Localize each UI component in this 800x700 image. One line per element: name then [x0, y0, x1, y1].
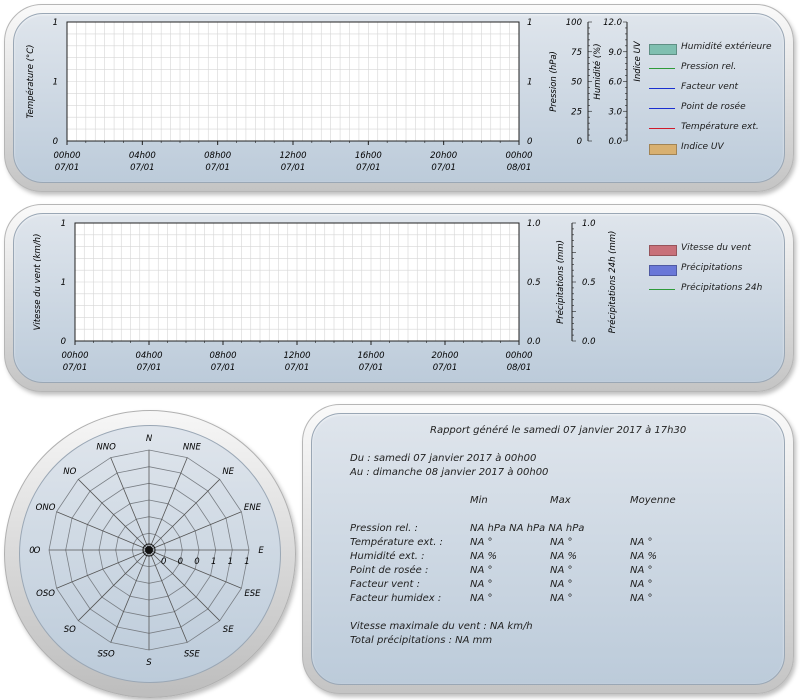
x-tick-label: 04h00: [135, 351, 163, 361]
rose-center-dot: [145, 546, 153, 554]
row-avg: NA °: [630, 565, 653, 576]
rose-direction-label: ONO: [35, 503, 56, 514]
humidity-tick-label: 0: [576, 137, 582, 147]
rose-direction-label: S: [146, 658, 152, 668]
rain-total: Total précipitations : NA mm: [350, 635, 493, 646]
y-left-tick-label: 1: [52, 77, 58, 88]
row-min: NA °: [470, 537, 493, 548]
x-tick-label: 00h00: [61, 351, 89, 361]
x-tick-label: 00h00: [505, 351, 533, 361]
row-label: Facteur vent :: [350, 579, 420, 590]
y-left-axis-label: Température (°C): [26, 44, 36, 119]
legend-label: Humidité extérieure: [681, 42, 772, 52]
legend-label: Pression rel.: [681, 62, 737, 72]
legend-label: Précipitations 24h: [681, 283, 763, 293]
x-tick-label: 04h00: [128, 151, 156, 161]
uv-tick-label: 3.0: [608, 107, 622, 118]
x-tick-label: 08h00: [204, 151, 232, 161]
rose-direction-label: SSO: [97, 649, 115, 660]
x-tick-label: 00h00: [505, 151, 533, 161]
y-right-axis-label: Précipitations (mm): [556, 240, 566, 324]
x-tick-label: 07/01: [358, 363, 384, 373]
x-tick-label: 07/01: [431, 163, 456, 173]
x-tick-label: 12h00: [283, 351, 311, 361]
x-tick-label: 12h00: [279, 151, 307, 161]
legend-swatch: [649, 265, 677, 276]
header-min: Min: [470, 495, 488, 506]
legend-item: [649, 263, 789, 277]
row-max: NA °: [550, 565, 573, 576]
wind-max: Vitesse maximale du vent : NA km/h: [350, 621, 533, 632]
row-min: NA %: [470, 551, 498, 562]
x-tick-label: 07/01: [356, 163, 381, 173]
y-right-tick-label: 1.0: [527, 219, 541, 229]
x-tick-label: 07/01: [205, 163, 230, 173]
x-tick-label: 00h00: [53, 151, 81, 161]
legend-swatch: [649, 128, 675, 129]
rose-direction-label: OSO: [36, 588, 55, 599]
wind-chart: [0, 200, 800, 400]
humidity-axis-label: Humidité (%): [593, 43, 603, 100]
x-tick-label: 07/01: [284, 363, 310, 373]
rose-spoke: [149, 550, 220, 621]
header-avg: Moyenne: [630, 495, 676, 506]
x-tick-label: 07/01: [280, 163, 306, 173]
rose-radial-label: 1: [244, 557, 250, 567]
rose-direction-label: N: [145, 434, 153, 444]
legend-label: Point de rosée: [681, 102, 746, 112]
legend-swatch: [649, 108, 675, 109]
y-left-tick-label: 0: [52, 137, 58, 147]
row-min: NA hPa NA hPa NA hPa: [470, 523, 585, 534]
uv-axis-label: Indice UV: [633, 41, 643, 82]
legend-item: [649, 122, 789, 136]
y-left-tick-label: 1: [52, 18, 58, 28]
row-min: NA °: [470, 579, 493, 590]
rose-direction-label: SSE: [183, 649, 200, 660]
x-tick-label: 07/01: [432, 363, 458, 373]
legend-label: Température ext.: [681, 122, 759, 132]
y-right-tick-label: 1: [527, 77, 533, 88]
row-label: Température ext. :: [350, 537, 443, 548]
x-tick-label: 07/01: [210, 363, 236, 373]
report-from: Du : samedi 07 janvier 2017 à 00h00: [350, 453, 537, 464]
rose-direction-label: NNO: [96, 442, 116, 453]
rain24-tick-label: 0.5: [582, 278, 596, 288]
legend-swatch: [649, 245, 677, 256]
rose-direction-label: E: [258, 546, 264, 556]
report-title: Rapport généré le samedi 07 janvier 2017 à 17h30: [430, 425, 687, 436]
rose-direction-label: SO: [63, 625, 76, 636]
x-tick-label: 07/01: [62, 363, 88, 373]
rose-radial-label: 0: [177, 557, 184, 567]
legend-item: [649, 142, 789, 156]
row-label: Humidité ext. :: [350, 551, 425, 562]
y-right-tick-label: 1: [527, 18, 533, 28]
rose-west-value: 0: [29, 546, 35, 556]
x-tick-label: 20h00: [430, 151, 458, 161]
legend-item: [649, 102, 789, 116]
uv-tick-label: 9.0: [608, 47, 622, 58]
rose-radial-label: 1: [227, 557, 234, 567]
uv-tick-label: 6.0: [608, 77, 622, 88]
humidity-tick-label: 100: [565, 18, 582, 28]
legend-label: Indice UV: [681, 142, 724, 152]
x-tick-label: 08/01: [506, 163, 532, 173]
row-max: NA °: [550, 579, 573, 590]
y-left-axis-label: Vitesse du vent (km/h): [33, 233, 43, 331]
humidity-tick-label: 25: [571, 107, 582, 118]
temperature-chart: [0, 0, 800, 200]
x-tick-label: 08h00: [209, 351, 237, 361]
x-tick-label: 07/01: [54, 163, 80, 173]
y-left-tick-label: 0: [60, 337, 66, 347]
report-to: Au : dimanche 08 janvier 2017 à 00h00: [350, 467, 549, 478]
x-tick-label: 16h00: [354, 151, 382, 161]
row-avg: NA °: [630, 537, 653, 548]
x-tick-label: 08/01: [506, 363, 532, 373]
wind-rose-chart: [0, 400, 300, 700]
rose-direction-label: ENE: [243, 503, 262, 514]
legend-swatch: [649, 144, 677, 155]
legend-item: [649, 283, 789, 297]
legend-swatch: [649, 68, 675, 69]
row-max: NA %: [550, 551, 578, 562]
legend-item: [649, 82, 789, 96]
x-tick-label: 20h00: [431, 351, 459, 361]
x-tick-label: 07/01: [130, 163, 155, 173]
report: [302, 404, 792, 692]
row-avg: NA °: [630, 579, 653, 590]
rose-radial-label: 1: [210, 557, 217, 567]
legend-label: Précipitations: [681, 263, 743, 273]
row-label: Facteur humidex :: [350, 593, 442, 604]
legend-swatch: [649, 44, 677, 55]
legend-label: Facteur vent: [681, 82, 739, 92]
rose-direction-label: SE: [222, 625, 234, 636]
x-tick-label: 07/01: [136, 363, 162, 373]
y-left-tick-label: 1: [60, 278, 66, 288]
humidity-tick-label: 50: [571, 77, 582, 88]
legend-swatch: [649, 289, 675, 290]
uv-tick-label: 12.0: [603, 18, 622, 28]
rose-radial-label: 0: [160, 557, 167, 567]
row-max: NA °: [550, 537, 573, 548]
legend-item: [649, 243, 789, 257]
y-left-tick-label: 1: [60, 219, 66, 229]
row-avg: NA %: [630, 551, 658, 562]
rain24-tick-label: 1.0: [582, 219, 596, 229]
uv-tick-label: 0.0: [608, 137, 622, 147]
humidity-tick-label: 75: [571, 47, 582, 58]
legend-item: [649, 62, 789, 76]
row-min: NA °: [470, 593, 493, 604]
row-min: NA °: [470, 565, 493, 576]
rose-direction-label: NO: [63, 466, 77, 477]
legend-label: Vitesse du vent: [681, 243, 751, 253]
row-label: Point de rosée :: [350, 565, 429, 576]
header-max: Max: [550, 495, 571, 506]
row-avg: NA °: [630, 593, 653, 604]
rose-spoke: [78, 550, 149, 621]
y-right-tick-label: 0: [527, 137, 533, 147]
legend-item: [649, 42, 789, 56]
rain24-tick-label: 0.0: [582, 337, 596, 347]
x-tick-label: 16h00: [357, 351, 385, 361]
rose-direction-label: ESE: [244, 588, 261, 599]
row-label: Pression rel. :: [350, 523, 418, 534]
rose-direction-label: NNE: [182, 442, 201, 453]
legend-swatch: [649, 88, 675, 89]
row-max: NA °: [550, 593, 573, 604]
rose-direction-label: NE: [222, 466, 235, 477]
y-right-axis-label: Pression (hPa): [549, 51, 559, 112]
rose-direction-label: O: [33, 546, 41, 556]
rose-spoke: [78, 479, 149, 550]
y-right-tick-label: 0.0: [527, 337, 541, 347]
rose-radial-label: 0: [194, 557, 200, 567]
y-right-tick-label: 0.5: [527, 278, 541, 288]
rose-spoke: [149, 479, 220, 550]
rain24-axis-label: Précipitations 24h (mm): [608, 230, 618, 334]
